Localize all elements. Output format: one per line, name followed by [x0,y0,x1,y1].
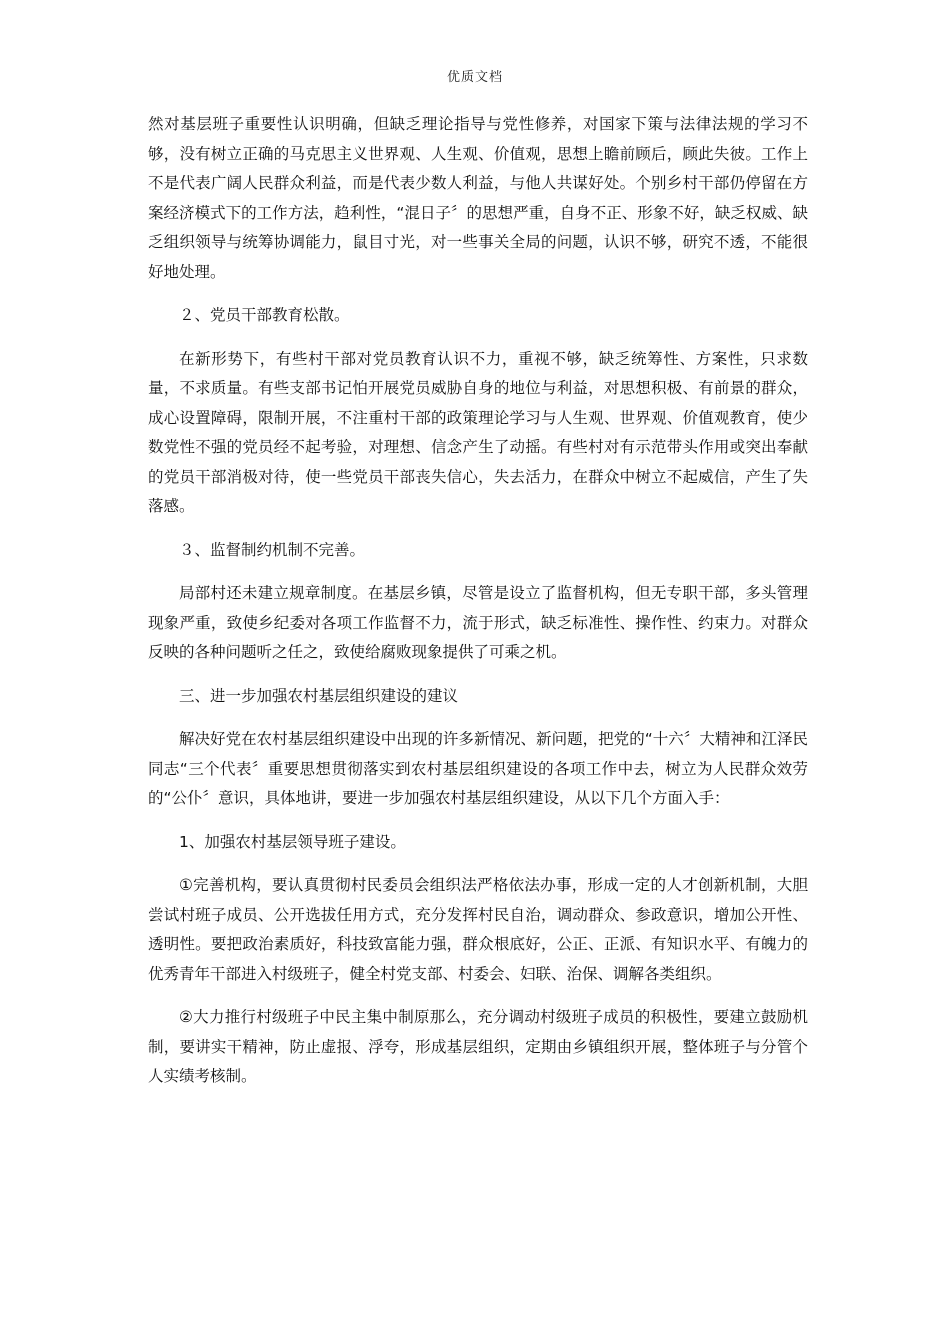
section-heading-1: 1、加强农村基层领导班子建设。 [179,832,406,851]
paragraph-item-2: ②大力推行村级班子中民主集中制原那么，充分调动村级班子成员的积极性，要建立鼓励机制，要讲实干精神，防止虚报、浮夸，形成基层组织，定期由乡镇组织开展，整体班子与分管个人实绩考核制。 [148,1008,808,1085]
chapter-heading-3: 三、进一步加强农村基层组织建设的建议 [179,686,459,705]
document-body [148,110,808,1092]
section-heading-2: ２、党员干部教育松散。 [179,306,350,324]
paragraph: 解决好党在农村基层组织建设中出现的许多新情况、新问题，把党的“十六〞大精神和江泽民同志“三个代表〞重要思想贯彻落实到农村基层组织建设的各项工作中去，树立为人民群众效劳的“公仆〞意识，具体地讲，要进一步加强农村基层组织建设，从以下几个方面入手： [148,730,808,807]
paragraph-item-1: ①完善机构，要认真贯彻村民委员会组织法严格依法办事，形成一定的人才创新机制，大胆尝试村班子成员、公开选拔任用方式，充分发挥村民自治，调动群众、参政意识，增加公开性、透明性。要把政治素质好，科技致富能力强，群众根底好，公正、正派、有知识水平、有魄力的优秀青年干部进入村级班子，健全村党支部、村委会、妇联、治保、调解各类组织。 [148,876,808,983]
paragraph: 局部村还未建立规章制度。在基层乡镇，尽管是设立了监督机构，但无专职干部，多头管理现象严重，致使乡纪委对各项工作监督不力，流于形式，缺乏标准性、操作性、约束力。对群众反映的各种问题听之任之，致使给腐败现象提供了可乘之机。 [148,584,808,661]
paragraph: 在新形势下，有些村干部对党员教育认识不力，重视不够，缺乏统筹性、方案性，只求数量，不求质量。有些支部书记怕开展党员威胁自身的地位与利益，对思想积极、有前景的群众，成心设置障碍，限制开展，不注重村干部的政策理论学习与人生观、世界观、价值观教育，使少数党性不强的党员经不起考验，对理想、信念产生了动摇。有些村对有示范带头作用或突出奉献的党员干部消极对待，使一些党员干部丧失信心，失去活力，在群众中树立不起威信，产生了失落感。 [148,349,808,515]
page-header: 优质文档 [446,70,503,85]
paragraph-continuation: 然对基层班子重要性认识明确，但缺乏理论指导与党性修养，对国家下策与法律法规的学习不够，没有树立正确的马克思主义世界观、人生观、价值观，思想上瞻前顾后，顾此失彼。工作上不是代表广阔人民群众利益，而是代表少数人利益，与他人共谋好处。个别乡村干部仍停留在方案经济模式下的工作方法，趋利性，“混日子〞的思想严重，自身不正、形象不好，缺乏权威、缺乏组织领导与统筹协调能力，鼠目寸光，对一些事关全局的问题，认识不够，研究不透，不能很好地处理。 [148,115,808,281]
section-heading-3: ３、监督制约机制不完善。 [179,540,366,559]
